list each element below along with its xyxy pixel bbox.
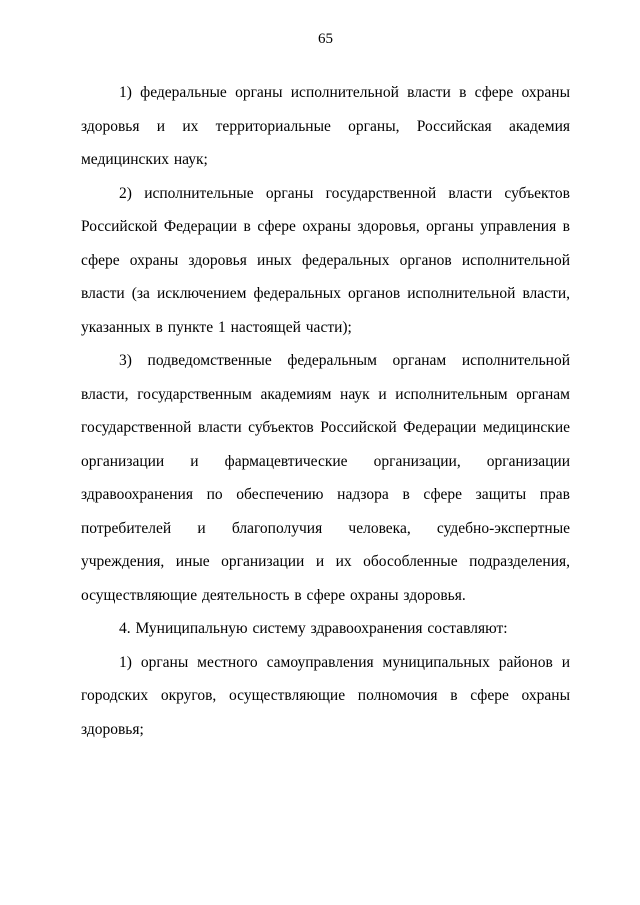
paragraph-item-1-local-government: 1) органы местного самоуправления муниципальных районов и городских округов, осуществляющие полномочия в сфере охраны здоровья; <box>81 653 570 738</box>
paragraph-clause-4-municipal-system: 4. Муниципальную систему здравоохранения составляют: <box>119 620 508 637</box>
paragraph-item-1-federal-bodies: 1) федеральные органы исполнительной власти в сфере охраны здоровья и их территориальные органы, Российская академия медицинских наук; <box>81 84 570 168</box>
paragraph-item-3-subordinate-organizations: 3) подведомственные федеральным органам исполнительной власти, государственным академиям наук и исполнительным органам государственной власти субъектов Российской Федерации медицинские организации и фармацевтические организации, организации здравоохранения по обеспечению надзора в сфере защиты прав потребителей и благополучия человека, судебно-экспертные учреждения, иные организации и их обособленные подразделения, осуществляющие деятельность в сфере охраны здоровья. <box>81 352 570 604</box>
paragraph-item-2-executive-bodies: 2) исполнительные органы государственной власти субъектов Российской Федерации в сфере охраны здоровья, органы управления в сфере охраны здоровья иных федеральных органов исполнительной власти (за исключением федеральных органов исполнительной власти, указанных в пункте 1 настоящей части); <box>81 184 570 336</box>
page-number: 65 <box>318 31 333 47</box>
